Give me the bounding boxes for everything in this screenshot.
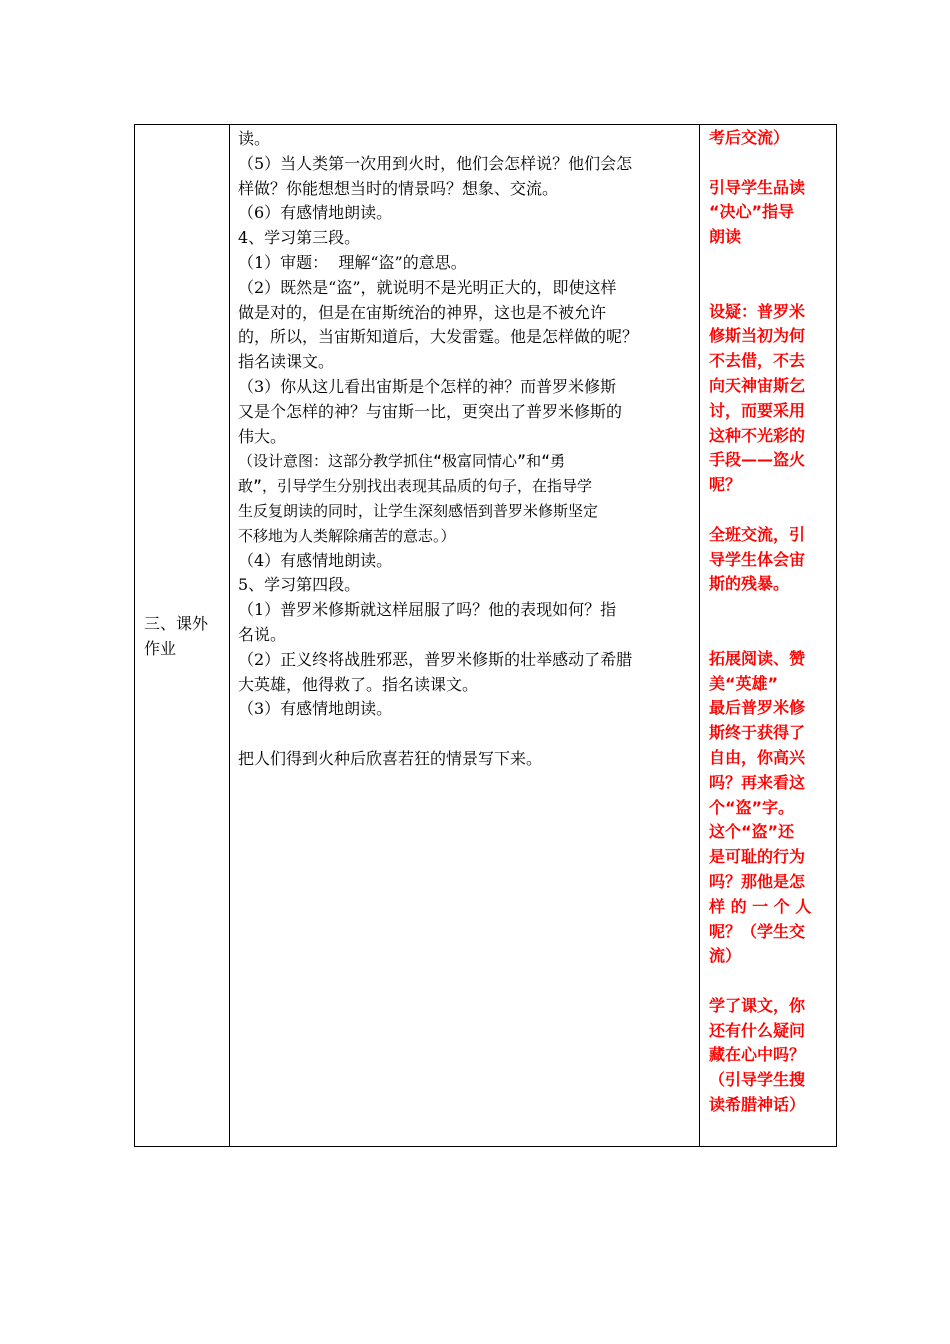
text-line: 不移地为人类解除痛苦的意志。） <box>238 526 456 545</box>
text-line: （6）有感情地朗读。 <box>238 203 393 223</box>
text-line: 吗？那他是怎 <box>709 871 806 891</box>
text-line: 全班交流，引 <box>709 524 806 544</box>
text-line: 斯终于获得了 <box>709 723 806 743</box>
text-line: （2）正义终将战胜邪恶，普罗米修斯的壮举感动了希腊 <box>238 649 633 669</box>
blank-line <box>709 498 830 523</box>
text-line: 生反复朗读的同时，让学生深刻感悟到普罗米修斯坚定 <box>238 501 599 520</box>
blank-line <box>238 722 693 747</box>
text-line: （2）既然是“盗”，就说明不是光明正大的，即使这样 <box>238 277 617 297</box>
text-line: 呢？（学生交 <box>709 921 806 941</box>
text-line: 个“盗”字。 <box>709 797 795 817</box>
text-line: 斯的残暴。 <box>709 574 790 594</box>
text-line: （3）有感情地朗读。 <box>238 699 393 719</box>
teacher-notes-cell <box>700 125 837 1147</box>
text-line: 最后普罗米修 <box>709 698 806 718</box>
text-line: 手段——盗火 <box>709 450 806 470</box>
text-line: 引导学生品读 <box>709 177 806 197</box>
text-line: （1）审题： 理解“盗”的意思。 <box>238 252 467 272</box>
text-line: 这种不光彩的 <box>709 425 806 445</box>
text-line: （设计意图：这部分教学抓住“极富同情心”和“勇 <box>238 452 566 471</box>
text-line: 设疑：普罗米 <box>709 301 806 321</box>
text-line: “决心”指导 <box>709 202 795 222</box>
text-line: 朗读 <box>709 227 742 247</box>
text-line: 样做？你能想想当时的情景吗？想象、交流。 <box>238 178 559 198</box>
text-line: 是可耻的行为 <box>709 847 806 867</box>
teaching-process-cell <box>230 125 700 1147</box>
text-line: 指名读课文。 <box>238 352 335 372</box>
text-line: 又是个怎样的神？与宙斯一比，更突出了普罗米修斯的 <box>238 401 623 421</box>
text-line: 读希腊神话） <box>709 1095 806 1115</box>
text-line: 做是对的，但是在宙斯统治的神界，这也是不被允许 <box>238 302 607 322</box>
blank-line <box>709 597 830 622</box>
text-line: 修斯当初为何 <box>709 326 806 346</box>
text-line: 这个“盗”还 <box>709 822 795 842</box>
teaching-process-text <box>238 127 693 772</box>
text-line: （1）普罗米修斯就这样屈服了吗？他的表现如何？指 <box>238 600 617 620</box>
text-line: 样 的 一 个 人 <box>709 896 812 916</box>
text-line: 拓展阅读、赞 <box>709 648 806 668</box>
text-line: 藏在心中吗？ <box>709 1045 806 1065</box>
lesson-plan-table <box>134 124 837 1147</box>
text-line: 流） <box>709 946 742 966</box>
blank-line <box>709 969 830 994</box>
text-line: 自由，你高兴 <box>709 747 806 767</box>
section-label-cell <box>135 125 230 1147</box>
text-line: 美“英雄” <box>709 673 779 693</box>
text-line: 吗？再来看这 <box>709 772 806 792</box>
text-line: 导学生体会宙 <box>709 549 806 569</box>
text-line: 不去借，不去 <box>709 351 806 371</box>
text-line: 把人们得到火种后欣喜若狂的情景写下来。 <box>238 748 543 768</box>
text-line: 学了课文，你 <box>709 995 806 1015</box>
table-row <box>135 125 837 1147</box>
text-line: 向天神宙斯乞 <box>709 375 806 395</box>
text-line: （3）你从这儿看出宙斯是个怎样的神？而普罗米修斯 <box>238 376 617 396</box>
blank-line <box>709 622 830 647</box>
text-line: 名说。 <box>238 624 287 644</box>
text-line: 还有什么疑问 <box>709 1020 806 1040</box>
text-line: 考后交流） <box>709 128 790 147</box>
text-line: 伟大。 <box>238 426 287 446</box>
teacher-notes-text <box>709 126 830 1118</box>
text-line: 敢”，引导学生分别找出表现其品质的句子，在指导学 <box>238 477 593 496</box>
text-line: 4、学习第三段。 <box>238 228 361 248</box>
text-line: 5、学习第四段。 <box>238 575 361 595</box>
blank-line <box>709 151 830 176</box>
blank-line <box>709 250 830 275</box>
text-line: （引导学生搜 <box>709 1070 806 1090</box>
text-line: 的，所以，当宙斯知道后，大发雷霆。他是怎样做的呢？ <box>238 327 639 347</box>
text-line: 讨，而要采用 <box>709 400 806 420</box>
text-line: 呢？ <box>709 475 742 495</box>
text-line: （5）当人类第一次用到火时，他们会怎样说？他们会怎 <box>238 153 633 173</box>
text-line: 大英雄，他得救了。指名读课文。 <box>238 674 479 694</box>
text-line: 读。 <box>238 129 271 148</box>
blank-line <box>709 275 830 300</box>
section-label: 三、课外作业 <box>144 613 209 658</box>
text-line: （4）有感情地朗读。 <box>238 550 393 570</box>
